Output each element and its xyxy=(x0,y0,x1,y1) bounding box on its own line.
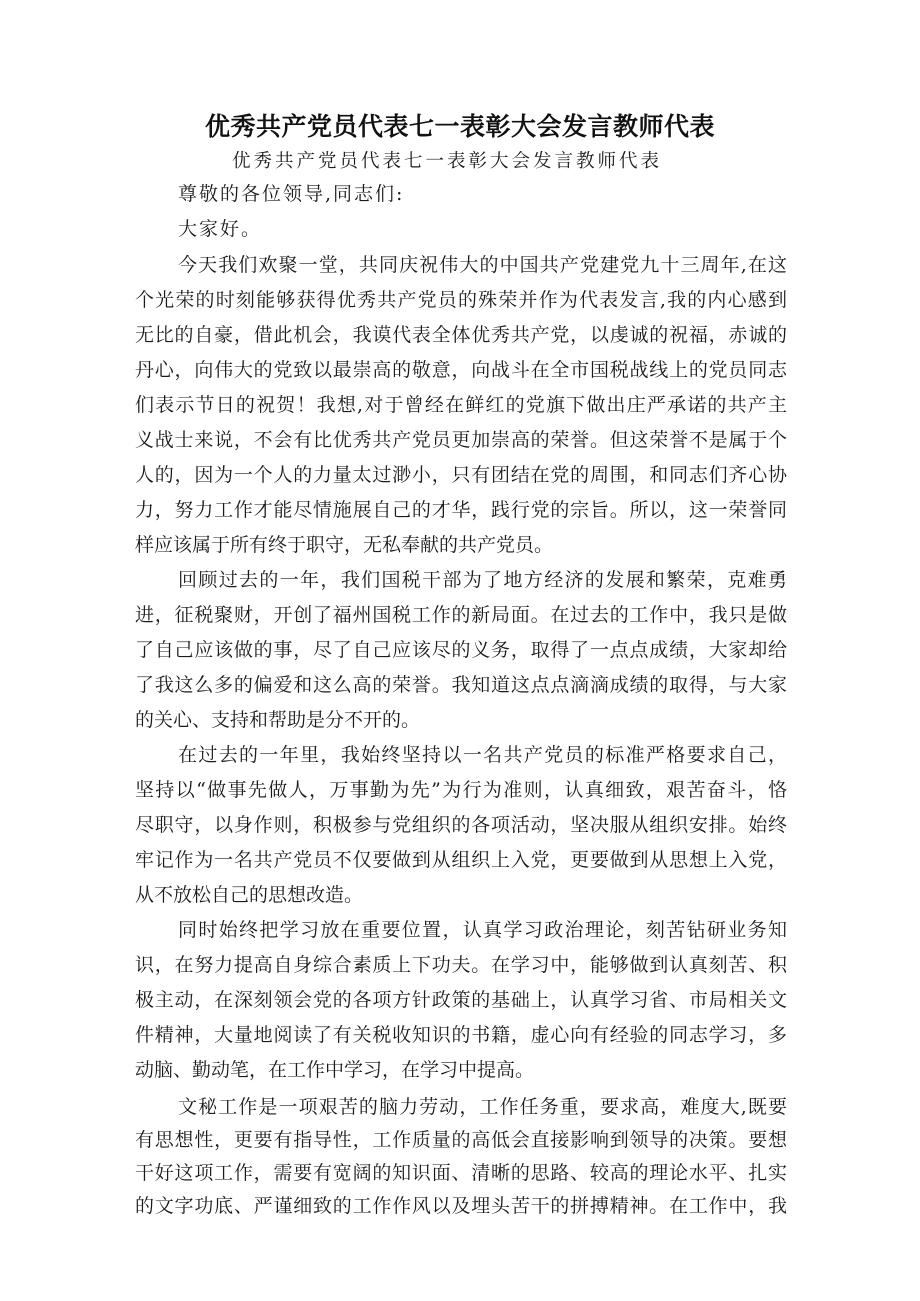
paragraph-line: 尽职守，以身作则，积极参与党组织的各项活动，坚决服从组织安排。始终 xyxy=(135,814,787,836)
paragraph-line: 识，在努力提高自身综合素质上下功夫。在学习中，能够做到认真刻苦、积 xyxy=(135,954,787,976)
paragraph-line: 义战士来说，不会有比优秀共产党员更加崇高的荣誉。但这荣誉不是属于个 xyxy=(135,429,787,451)
greeting: 大家好。 xyxy=(178,218,263,240)
paragraph-line: 样应该属于所有终于职守，无私奉献的共产党员。 xyxy=(135,534,554,556)
paragraph-line: 丹心，向伟大的党致以最崇高的敬意，向战斗在全市国税战线上的党员同志 xyxy=(135,359,787,381)
paragraph-line: 文秘工作是一项艰苦的脑力劳动，工作任务重，要求高，难度大,既要 xyxy=(178,1096,787,1118)
paragraph-line: 坚持以“做事先做人，万事勤为先”为行为准则，认真细致，艰苦奋斗，恪 xyxy=(135,779,787,801)
paragraph-line: 同时始终把学习放在重要位置，认真学习政治理论，刻苦钻研业务知 xyxy=(178,919,787,941)
paragraph-line: 的关心、支持和帮助是分不开的。 xyxy=(135,709,421,731)
paragraph-line: 牢记作为一名共产党员不仅要做到从组织上入党，更要做到从思想上入党， xyxy=(135,849,787,871)
paragraph-line: 人的，因为一个人的力量太过渺小，只有团结在党的周围，和同志们齐心协 xyxy=(135,464,787,486)
paragraph-line: 进，征税聚财，开创了福州国税工作的新局面。在过去的工作中，我只是做 xyxy=(135,604,787,626)
paragraph-line: 个光荣的时刻能够获得优秀共产党员的殊荣并作为代表发言,我的内心感到 xyxy=(135,289,787,311)
paragraph-line: 有思想性，更要有指导性，工作质量的高低会直接影响到领导的决策。要想 xyxy=(135,1129,787,1151)
paragraph-line: 了我这么多的偏爱和这么高的荣誉。我知道这点点滴滴成绩的取得，与大家 xyxy=(135,674,787,696)
paragraph-line: 回顾过去的一年，我们国税干部为了地方经济的发展和繁荣，克难勇 xyxy=(178,569,787,591)
paragraph-line: 力，努力工作才能尽情施展自己的才华，践行党的宗旨。所以，这一荣誉同 xyxy=(135,499,787,521)
paragraph-line: 极主动，在深刻领会党的各项方针政策的基础上，认真学习省、市局相关文 xyxy=(135,989,787,1011)
document-subtitle: 优秀共产党员代表七一表彰大会发言教师代表 xyxy=(232,151,663,172)
document-title: 优秀共产党员代表七一表彰大会发言教师代表 xyxy=(204,112,715,141)
paragraph-line: 干好这项工作，需要有宽阔的知识面、清晰的思路、较高的理论水平、扎实 xyxy=(135,1162,787,1184)
paragraph-line: 们表示节日的祝贺！我想,对于曾经在鲜红的党旗下做出庄严承诺的共产主 xyxy=(135,394,787,416)
paragraph-line: 无比的自豪，借此机会，我谟代表全体优秀共产党，以虔诚的祝福，赤诚的 xyxy=(135,324,787,346)
paragraph-line: 在过去的一年里，我始终坚持以一名共产党员的标准严格要求自己， xyxy=(178,744,787,766)
salutation: 尊敬的各位领导,同志们: xyxy=(178,183,405,205)
paragraph-line: 了自己应该做的事，尽了自己应该尽的义务，取得了一点点成绩，大家却给 xyxy=(135,639,787,661)
paragraph-line: 今天我们欢聚一堂，共同庆祝伟大的中国共产党建党九十三周年,在这 xyxy=(178,254,787,276)
paragraph-line: 从不放松自己的思想改造。 xyxy=(135,884,364,906)
paragraph-line: 件精神，大量地阅读了有关税收知识的书籍，虚心向有经验的同志学习，多 xyxy=(135,1024,787,1046)
paragraph-line: 动脑、勤动笔，在工作中学习，在学习中提高。 xyxy=(135,1059,535,1081)
paragraph-line: 的文字功底、严谨细致的工作作风以及埋头苦干的拼搏精神。在工作中，我 xyxy=(135,1195,787,1217)
